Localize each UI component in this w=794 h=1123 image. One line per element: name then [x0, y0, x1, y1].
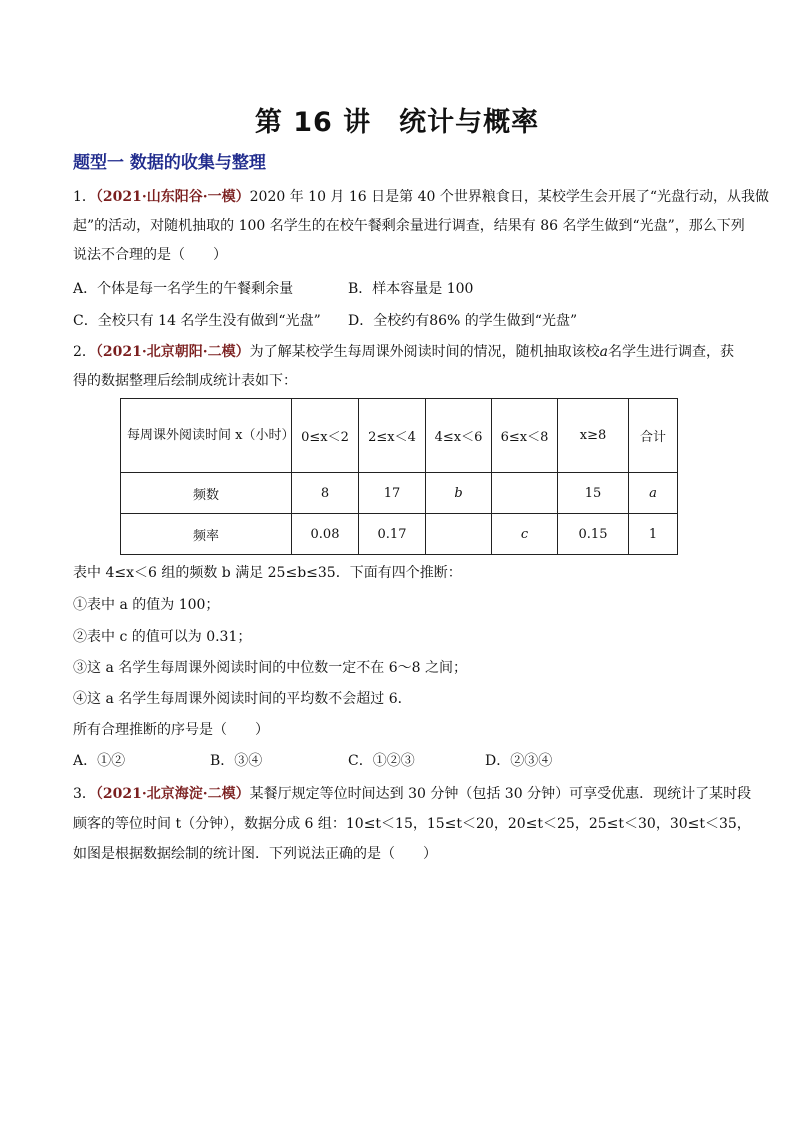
- table-cell: [426, 514, 492, 555]
- q2-inference-4: ④这 a 名学生每周课外阅读时间的平均数不会超过 6．: [73, 691, 412, 707]
- q2-line2: 得的数据整理后绘制成统计表如下：: [73, 373, 297, 389]
- q1-line2: 起”的活动，对随机抽取的 100 名学生的在校午餐剩余量进行调查，结果有 86 名学生做到“光盘”，那么下列: [73, 218, 745, 234]
- table-cell: 0.15: [558, 514, 629, 555]
- q1-source: （2021·山东阳谷·一模）: [95, 189, 250, 205]
- q2-option-b: B．③④: [210, 753, 263, 769]
- q3-text1: 某餐厅规定等位时间达到 30 分钟（包括 30 分钟）可享受优惠．现统计了某时段: [249, 786, 752, 802]
- table-header-cell: x≥8: [558, 399, 629, 473]
- q1-number: 1．: [73, 189, 96, 205]
- q2-inference-2: ②表中 c 的值可以为 0.31；: [73, 629, 252, 645]
- table-header-cell: 合计: [629, 399, 678, 473]
- table-cell: 频率: [121, 514, 292, 555]
- q3-line1: [73, 783, 751, 805]
- q1-text1: 2020 年 10 月 16 日是第 40 个世界粮食日，某校学生会开展了“光盘行动，从我做: [249, 189, 770, 205]
- frequency-table: [120, 398, 678, 555]
- table-cell: 8: [292, 473, 359, 514]
- table-header-cell: 2≤x＜4: [359, 399, 426, 473]
- q1-line1: [73, 186, 769, 208]
- table-header-cell: 6≤x＜8: [492, 399, 558, 473]
- table-row: [121, 473, 678, 514]
- q2-option-c: C．①②③: [348, 753, 415, 769]
- table-cell: 0.17: [359, 514, 426, 555]
- table-cell: c: [492, 514, 558, 555]
- page-title: 第 16 讲 统计与概率: [254, 107, 540, 138]
- table-cell: a: [629, 473, 678, 514]
- table-header-cell: 每周课外阅读时间 x（小时）: [121, 399, 292, 473]
- q2-line1: [73, 341, 734, 363]
- q2-option-d: D．②③④: [485, 753, 553, 769]
- table-header-row: [121, 399, 678, 473]
- table-header-cell: 0≤x＜2: [292, 399, 359, 473]
- q2-source: （2021·北京朝阳·二模）: [95, 344, 250, 360]
- q3-number: 3．: [73, 786, 96, 802]
- table-cell: 0.08: [292, 514, 359, 555]
- q2-option-a: A．①②: [73, 753, 126, 769]
- table-cell: 17: [359, 473, 426, 514]
- section-heading: 题型一 数据的收集与整理: [73, 153, 266, 173]
- q3-line2: 顾客的等位时间 t（分钟），数据分成 6 组：10≤t＜15，15≤t＜20，20≤t＜25，25≤t＜30，30≤t＜35，: [73, 816, 751, 832]
- table-header-cell: 4≤x＜6: [426, 399, 492, 473]
- q3-line3: 如图是根据数据绘制的统计图．下列说法正确的是（ ）: [73, 846, 437, 862]
- q2-inference-3: ③这 a 名学生每周课外阅读时间的中位数一定不在 6～8 之间；: [73, 660, 467, 676]
- q2-question: 所有合理推断的序号是（ ）: [73, 722, 269, 738]
- q2-var-a: a: [599, 344, 608, 360]
- q2-text1b: 名学生进行调查，获: [608, 344, 734, 360]
- q2-text1a: 为了解某校学生每周课外阅读时间的情况，随机抽取该校: [249, 344, 600, 360]
- q3-source: （2021·北京海淀·二模）: [95, 786, 250, 802]
- q1-option-d: D．全校约有86% 的学生做到“光盘”: [348, 313, 578, 329]
- table-cell: 1: [629, 514, 678, 555]
- q1-option-a: A．个体是每一名学生的午餐剩余量: [73, 281, 294, 297]
- q2-condition: 表中 4≤x＜6 组的频数 b 满足 25≤b≤35．下面有四个推断：: [73, 565, 462, 581]
- q1-option-b: B．样本容量是 100: [348, 281, 474, 297]
- table-cell: 15: [558, 473, 629, 514]
- q2-number: 2．: [73, 344, 96, 360]
- q1-option-c: C．全校只有 14 名学生没有做到“光盘”: [73, 313, 321, 329]
- table-cell: 频数: [121, 473, 292, 514]
- q2-inference-1: ①表中 a 的值为 100；: [73, 597, 220, 613]
- table-cell: [492, 473, 558, 514]
- table-cell: b: [426, 473, 492, 514]
- table-row: [121, 514, 678, 555]
- q1-line3: 说法不合理的是（ ）: [73, 247, 227, 263]
